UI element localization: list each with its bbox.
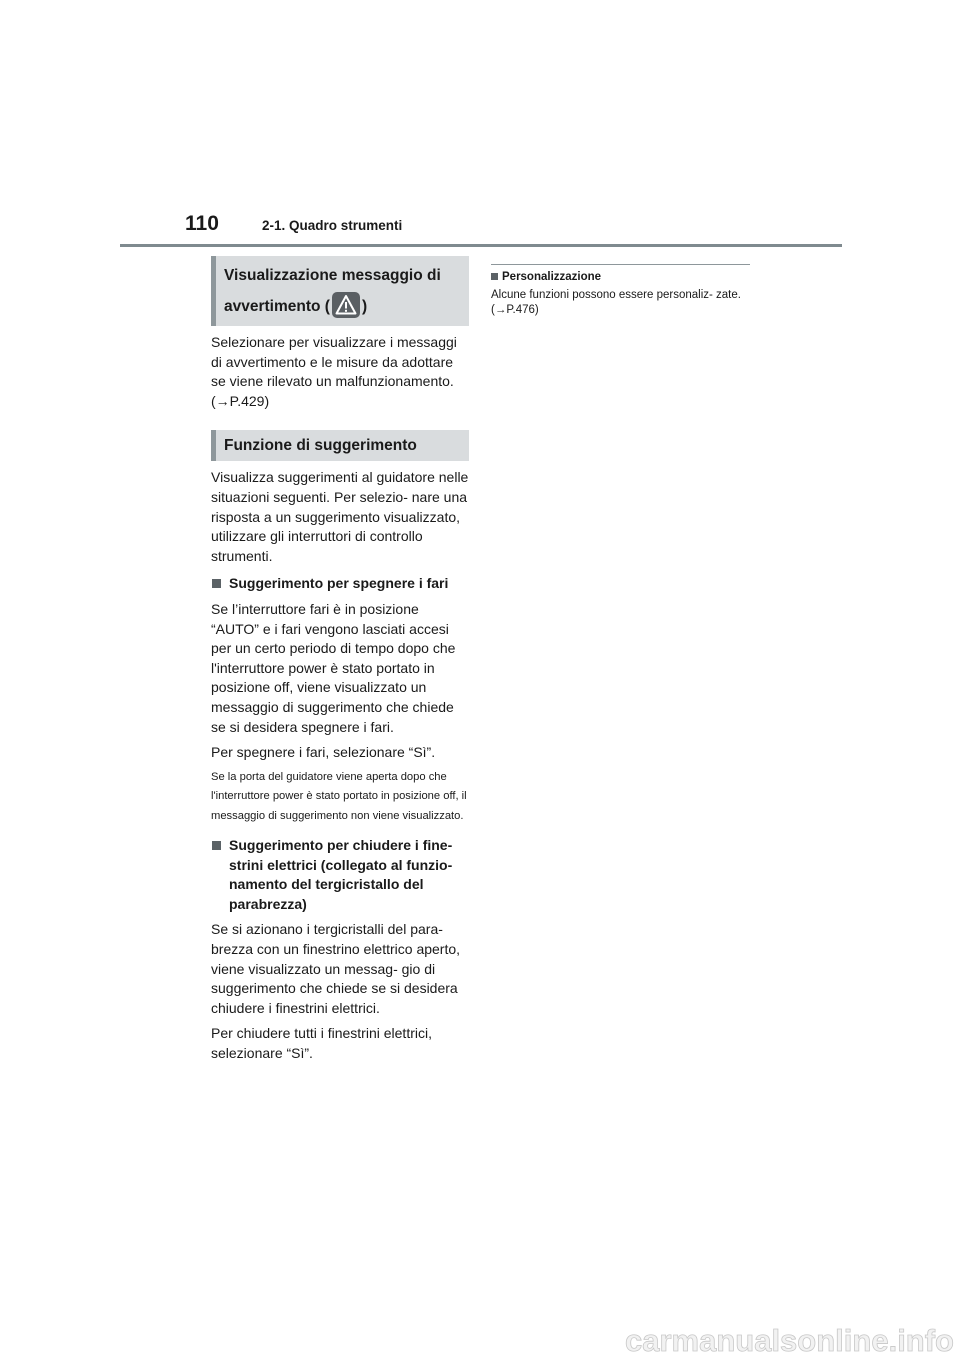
watermark-text: carmanualsonline.info: [624, 1323, 954, 1358]
subhead-customization-text: Personalizzazione: [502, 271, 602, 283]
heading-warning-text: Visualizzazione messaggio di avvertimento (: [224, 267, 441, 315]
header-rule: [120, 244, 842, 247]
heading-warning-messages: [211, 256, 469, 326]
warning-triangle-icon: [332, 292, 360, 318]
para-headlights: Se l’interruttore fari è in posizione “AUTO” e i fari vengono lasciati accesi per un certo periodo di tempo dopo che l'interruttore power è stato portato in posizione off, viene visualizzato un messaggio di suggerimento che chiede se si desidera spegnere i fari.: [211, 600, 456, 735]
subhead-headlights: [211, 574, 469, 594]
subhead-customization: [491, 269, 750, 285]
para-headlights-select: Per spegnere i fari, selezionare “Sì”.: [211, 744, 436, 761]
page-number: 110: [185, 212, 219, 235]
left-column: [211, 256, 469, 1064]
watermark: [0, 1318, 960, 1358]
subhead-windows: [211, 836, 469, 914]
square-bullet-icon: [212, 841, 221, 850]
subhead-headlights-text: Suggerimento per spegnere i fari: [229, 575, 449, 592]
subhead-windows-text: Suggerimento per chiudere i fine- strini elettrici (collegato al funzio- namento del tergicristallo del parabrezza): [229, 837, 453, 912]
right-column: [491, 264, 750, 317]
para-suggestion-intro: Visualizza suggerimenti al guidatore nelle situazioni seguenti. Per selezio- nare una risposta a un suggerimento visualizzato, utilizzare gli interruttori di controllo strumenti.: [211, 469, 469, 564]
right-rule: [491, 264, 750, 265]
square-bullet-icon: [491, 273, 498, 280]
section-title: 2-1. Quadro strumenti: [262, 218, 403, 233]
heading-suggestion-function: Funzione di suggerimento: [211, 430, 469, 461]
para-customization: Alcune funzioni possono essere personaliz- zate. (→P.476): [491, 289, 741, 316]
heading-warning-close: ): [361, 298, 368, 315]
square-bullet-icon: [212, 579, 221, 588]
para-windows-select: Per chiudere tutti i finestrini elettrici, selezionare “Sì”.: [211, 1025, 432, 1062]
para-windows: Se si azionano i tergicristalli del para- brezza con un finestrino elettrico aperto, viene visualizzato un messag- gio di suggerimento che chiede se si desidera chiudere i finestrini elettrici.: [211, 921, 461, 1016]
note-headlights: Se la porta del guidatore viene aperta dopo che l'interruttore power è stato portato in posizione off, il messaggio di suggerimento non viene visualizzato.: [211, 770, 467, 823]
para-warning-messages: Selezionare per visualizzare i messaggi di avvertimento e le misure da adottare se viene rilevato un malfunzionamento. (→P.429): [211, 334, 457, 409]
